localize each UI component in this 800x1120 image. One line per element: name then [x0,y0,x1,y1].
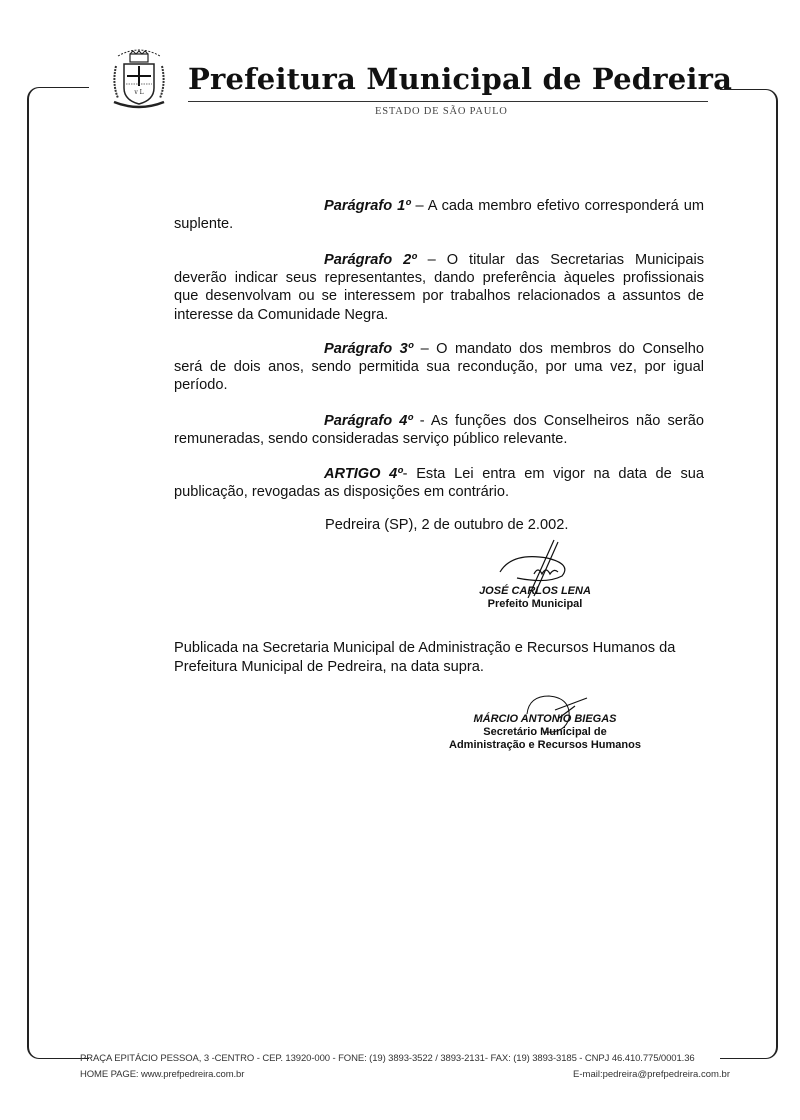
footer-address: PRAÇA EPITÁCIO PESSOA, 3 -CENTRO - CEP. 13920-000 - FONE: (19) 3893-3522 / 3893-2131- FAX: (19) 3893-3185 - CNPJ 46.410.775/0001.36 [80,1053,695,1064]
page-title: Prefeitura Municipal de Pedreira [188,62,733,96]
page-border-left [27,87,89,1059]
article-label: ARTIGO 4º [324,466,403,482]
footer-homepage: HOME PAGE: www.prefpedreira.com.br [80,1069,245,1080]
svg-text:v L: v L [134,89,144,96]
paragraph-text: – O titular das Secretarias Municipais deverão indicar seus representantes, dando preferência àqueles profissionais que desenvolvam ou se interessem por trabalhos relacionados a assuntos de interesse da Comunidade Negra. [174,252,704,323]
page-border-right [720,89,778,1059]
title-divider [188,101,708,102]
secretary-name: MÁRCIO ANTONIO BIEGAS [473,713,617,725]
paragraph-4 [174,412,704,448]
paragraph-label: Parágrafo 2º [324,252,417,268]
article-text: - Esta Lei entra em vigor na data de sua publicação, revogadas as disposições em contrário. [174,466,704,501]
paragraph-label: Parágrafo 1º [324,198,411,214]
paragraph-text: – A cada membro efetivo corresponderá um suplente. [174,198,704,233]
publication-note: Publicada na Secretaria Municipal de Administração e Recursos Humanos da Prefeitura Municipal de Pedreira, na data supra. [174,640,676,675]
mayor-name: JOSÉ CARLOS LENA [479,585,591,597]
paragraph-3 [174,340,704,395]
paragraph-text: - As funções dos Conselheiros não serão remuneradas, sendo consideradas serviço público relevante. [174,413,704,448]
secretary-signature-block [440,713,650,752]
paragraph-2 [174,251,704,324]
secretary-role-line1: Secretário Municipal de [483,726,607,738]
coat-of-arms-icon [108,44,170,116]
paragraph-label: Parágrafo 4º [324,413,413,429]
paragraph-label: Parágrafo 3º [324,341,414,357]
secretary-role-line2: Administração e Recursos Humanos [449,739,641,751]
article-4 [174,465,704,501]
mayor-role: Prefeito Municipal [487,598,583,610]
page-subtitle: ESTADO DE SÃO PAULO [375,106,508,117]
date-line: Pedreira (SP), 2 de outubro de 2.002. [325,517,569,533]
footer-email: E-mail:pedreira@prefpedreira.com.br [573,1069,730,1080]
paragraph-text: – O mandato dos membros do Conselho será de dois anos, sendo permitida sua recondução, por uma vez, por igual período. [174,341,704,394]
paragraph-1 [174,197,704,233]
mayor-signature-block [460,585,610,611]
